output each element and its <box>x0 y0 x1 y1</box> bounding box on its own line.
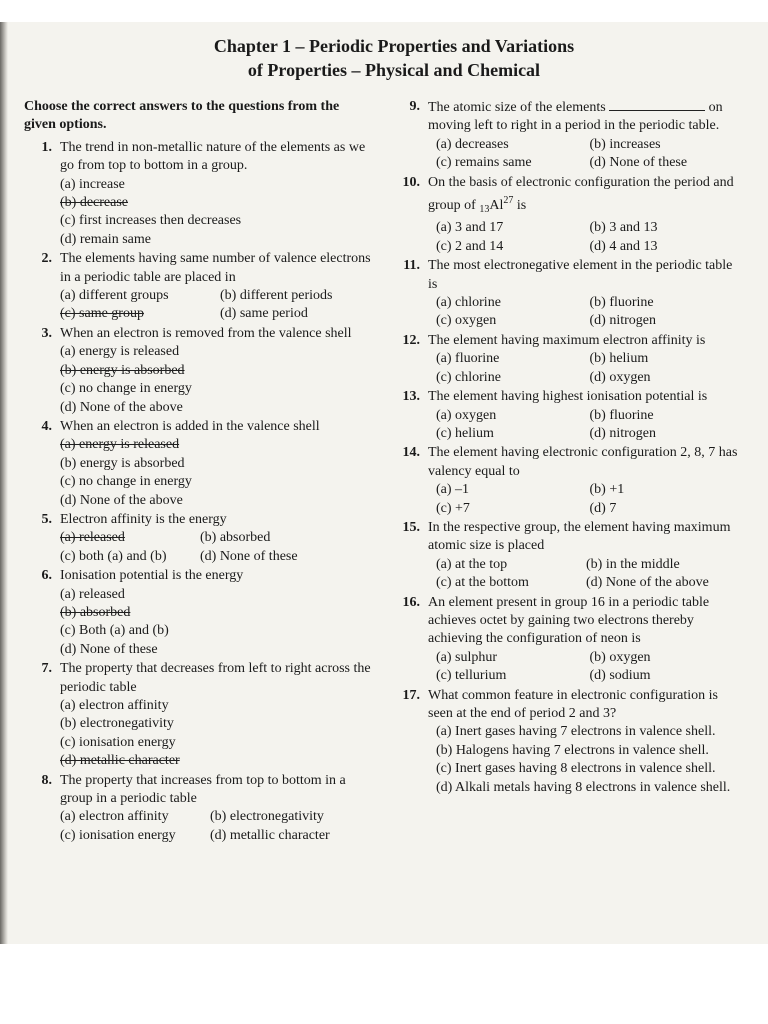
option-a: (a) chlorine <box>436 295 501 311</box>
option-c: (c) Inert gases having 8 electrons in valence shell. <box>436 761 716 777</box>
option-d: (d) 4 and 13 <box>589 238 658 254</box>
question-2 <box>22 250 372 324</box>
option-c: (c) Both (a) and (b) <box>60 623 169 639</box>
option-b-text: (b) absorbed <box>60 604 131 620</box>
option-d: (d) nitrogen <box>589 313 656 329</box>
question-12 <box>398 332 743 387</box>
option-d: (d) metallic character <box>210 827 330 843</box>
question-number: 12. <box>402 332 420 348</box>
question-text: The elements having same number of valence electrons in a periodic table are placed in <box>60 251 371 285</box>
question-8 <box>22 772 372 846</box>
option-d: (d) None of the above <box>60 399 183 415</box>
question-number: 15. <box>402 519 420 535</box>
question-text: The element having maximum electron affinity is <box>428 332 706 348</box>
option-c: (c) helium <box>436 425 494 441</box>
option-d: (d) oxygen <box>589 369 651 385</box>
option-a: (a) Inert gases having 7 electrons in valence shell. <box>436 724 716 740</box>
question-number: 6. <box>41 568 52 584</box>
option-a: (a) released <box>60 530 125 546</box>
option-a: (a) oxygen <box>436 407 497 423</box>
question-text: What common feature in electronic configuration is seen at the end of period 2 and 3? <box>428 687 719 721</box>
option-d: (d) nitrogen <box>589 425 656 441</box>
question-text: The most electronegative element in the periodic table is <box>428 258 733 292</box>
option-c: (c) +7 <box>436 500 470 516</box>
option-c: (c) no change in energy <box>60 381 192 397</box>
element-symbol: Al <box>489 198 504 214</box>
question-11 <box>398 257 743 331</box>
option-b: (b) in the middle <box>586 556 680 572</box>
question-text: An element present in group 16 in a periodic table achieves octet by gaining two electrons thereby achieving the configuration of neon is <box>428 594 710 647</box>
instructions: Choose the correct answers to the questions from the given options. <box>24 99 340 133</box>
question-text: The property that increases from top to bottom in a group in a periodic table <box>60 772 346 807</box>
option-d: (d) None of these <box>589 155 688 171</box>
option-c: (c) remains same <box>436 155 532 171</box>
question-4 <box>22 418 372 510</box>
option-b: (b) increases <box>589 136 661 152</box>
option-a: (a) electron affinity <box>60 698 169 713</box>
question-number: 11. <box>403 258 420 274</box>
question-text: When an electron is removed from the valence shell <box>60 325 352 341</box>
right-column <box>398 98 743 798</box>
option-b: (b) absorbed <box>200 530 271 546</box>
question-number: 1. <box>41 139 52 155</box>
option-b <box>22 604 372 622</box>
option-c: (c) ionisation energy <box>60 827 176 843</box>
option-d: (d) None of these <box>200 548 298 564</box>
option-d: (d) same period <box>220 306 308 322</box>
option-b <box>22 362 372 380</box>
option-b: (b) electronegativity <box>210 809 324 825</box>
left-column <box>22 98 372 846</box>
atomic-number: 13 <box>479 204 490 216</box>
question-number: 13. <box>402 389 420 405</box>
question-text: When an electron is added in the valence shell <box>60 418 320 434</box>
option-a: (a) energy is released <box>60 344 180 360</box>
question-number: 17. <box>402 687 420 703</box>
option-a: (a) fluorine <box>436 351 500 367</box>
question-number: 9. <box>409 99 420 114</box>
option-c: (c) same group <box>60 306 144 322</box>
question-text-start: The atomic size of the elements <box>428 100 606 115</box>
option-d: (d) None of the above <box>60 492 183 508</box>
option-c: (c) first increases then decreases <box>60 213 242 229</box>
option-b: (b) different periods <box>220 288 333 304</box>
option-b: (b) oxygen <box>589 649 651 665</box>
question-14 <box>398 444 743 518</box>
option-b: (b) fluorine <box>589 295 654 311</box>
question-5 <box>22 511 372 566</box>
question-15 <box>398 519 743 593</box>
option-b: (b) energy is absorbed <box>60 455 185 471</box>
option-c: (c) ionisation energy <box>60 734 176 750</box>
option-b: (b) helium <box>589 351 649 367</box>
question-number: 16. <box>402 594 420 610</box>
option-c: (c) at the bottom <box>436 575 529 591</box>
question-text: The trend in non-metallic nature of the elements as we go from top to bottom in a group. <box>60 139 366 174</box>
question-text: Ionisation potential is the energy <box>60 568 244 584</box>
question-9 <box>398 98 743 173</box>
option-c: (c) chlorine <box>436 369 501 385</box>
question-16 <box>398 594 743 686</box>
question-1 <box>22 139 372 249</box>
question-10 <box>398 174 743 257</box>
question-text: The element having highest ionisation potential is <box>428 389 708 405</box>
option-c: (c) 2 and 14 <box>436 238 504 254</box>
question-text <box>428 174 743 220</box>
question-number: 3. <box>41 325 52 341</box>
option-b: (b) fluorine <box>589 407 654 423</box>
option-a: (a) different groups <box>60 288 169 304</box>
question-text: The element having electronic configuration 2, 8, 7 has valency equal to <box>428 445 738 479</box>
option-d: (d) None of the above <box>586 575 709 591</box>
question-17 <box>398 687 743 797</box>
question-text <box>428 98 743 136</box>
title-line-2: of Properties – Physical and Chemical <box>247 60 541 80</box>
option-a: (a) 3 and 17 <box>436 220 504 236</box>
option-a: (a) decreases <box>436 136 509 152</box>
question-text: Electron affinity is the energy <box>60 511 227 527</box>
option-a: (a) released <box>60 586 125 602</box>
option-b: (b) +1 <box>589 482 625 498</box>
option-d: (d) sodium <box>589 668 651 684</box>
option-c: (c) oxygen <box>436 313 497 329</box>
option-b: (b) Halogens having 7 electrons in valence shell. <box>436 742 709 758</box>
option-b-text: (b) energy is absorbed <box>60 362 185 378</box>
question-text-end: on moving left to right in a period in the periodic table. <box>428 100 723 134</box>
option-a: (a) electron affinity <box>60 809 169 825</box>
question-text: In the respective group, the element having maximum atomic size is placed <box>428 519 731 554</box>
option-c: (c) both (a) and (b) <box>60 548 167 564</box>
question-number: 4. <box>41 418 52 434</box>
title-line-1: Chapter 1 – Periodic Properties and Variations <box>213 36 575 56</box>
option-b: (b) electronegativity <box>60 716 174 732</box>
option-a: (a) increase <box>60 176 125 192</box>
question-3 <box>22 325 372 417</box>
option-d <box>22 752 372 770</box>
question-number: 14. <box>402 445 420 461</box>
option-b: (b) 3 and 13 <box>589 220 658 236</box>
option-a: (a) at the top <box>436 556 508 572</box>
question-number: 10. <box>402 174 420 190</box>
option-a: (a) sulphur <box>436 649 498 665</box>
option-d: (d) Alkali metals having 8 electrons in valence shell. <box>436 779 731 795</box>
option-b <box>22 194 372 212</box>
answer-blank <box>609 98 705 111</box>
question-text: The property that decreases from left to right across the periodic table <box>60 661 371 695</box>
worksheet-page <box>0 22 768 944</box>
question-number: 8. <box>41 772 52 788</box>
question-7 <box>22 660 372 770</box>
question-number: 7. <box>41 661 52 677</box>
option-c: (c) no change in energy <box>60 474 192 490</box>
question-text-start: On the basis of electronic configuration the period and group of <box>428 174 734 214</box>
mass-number: 27 <box>503 195 514 207</box>
option-a <box>22 436 372 454</box>
question-number: 2. <box>41 251 52 267</box>
question-13 <box>398 388 743 443</box>
option-d-text: (d) metallic character <box>60 753 180 769</box>
option-a: (a) –1 <box>436 482 470 498</box>
option-d: (d) None of these <box>60 641 158 657</box>
option-a-text: (a) energy is released <box>60 437 180 453</box>
option-d: (d) remain same <box>60 231 151 247</box>
question-number: 5. <box>41 511 52 527</box>
chapter-title <box>0 34 768 82</box>
question-6 <box>22 567 372 659</box>
question-text-end: is <box>516 198 527 214</box>
option-c: (c) tellurium <box>436 668 507 684</box>
option-b-text: (b) decrease <box>60 195 129 211</box>
option-d: (d) 7 <box>589 500 617 516</box>
